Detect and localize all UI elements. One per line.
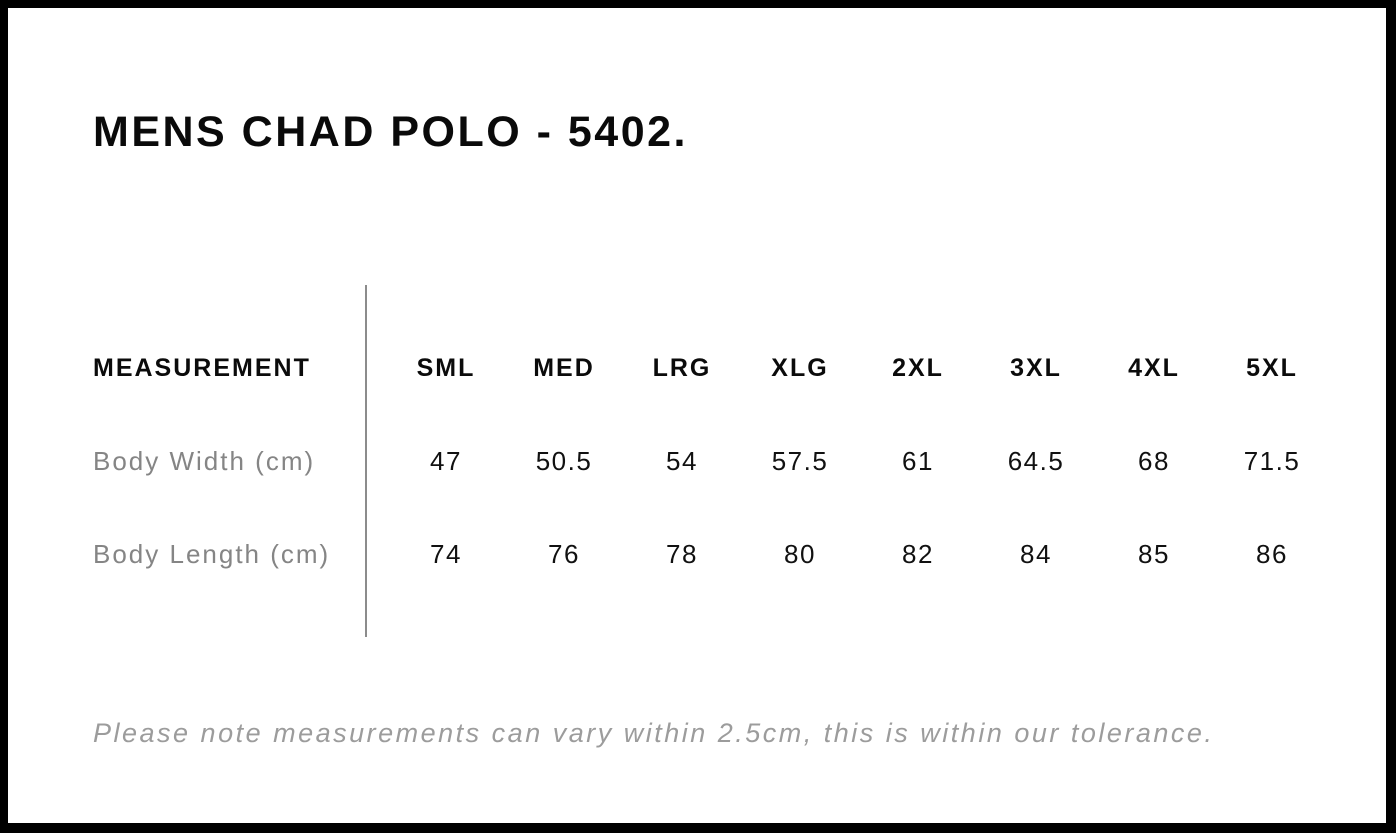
value-cell: 64.5 [1007,446,1065,476]
tolerance-note: Please note measurements can vary within 2.5cm, this is within our tolerance. [93,718,1215,748]
value-cell: 50.5 [535,446,593,476]
value-cell: 57.5 [771,446,829,476]
column-header-4xl: 4XL [1128,354,1180,382]
table-row-body-width [93,415,1331,508]
value-cell: 71.5 [1243,446,1301,476]
table-row-body-length [93,508,1331,601]
row-label: Body Width (cm) [93,446,316,476]
page-title: MENS CHAD POLO - 5402. [93,108,688,156]
row-label: Body Length (cm) [93,539,331,569]
table-divider [365,285,367,637]
value-cell: 47 [430,446,462,476]
value-cell: 76 [548,539,580,569]
table-header-row [93,322,1331,415]
value-cell: 80 [784,539,816,569]
column-header-5xl: 5XL [1246,354,1298,382]
column-header-sml: SML [416,354,476,382]
size-table [93,322,1331,601]
column-header-2xl: 2XL [892,354,944,382]
column-header-xlg: XLG [771,354,829,382]
value-cell: 86 [1256,539,1288,569]
column-header-3xl: 3XL [1010,354,1062,382]
page-content [8,8,1386,823]
value-cell: 82 [902,539,934,569]
value-cell: 74 [430,539,462,569]
value-cell: 78 [666,539,698,569]
value-cell: 54 [666,446,698,476]
column-header-lrg: LRG [652,354,712,382]
column-header-measurement: MEASUREMENT [93,354,311,382]
column-header-med: MED [533,354,595,382]
value-cell: 85 [1138,539,1170,569]
value-cell: 68 [1138,446,1170,476]
value-cell: 84 [1020,539,1052,569]
value-cell: 61 [902,446,934,476]
